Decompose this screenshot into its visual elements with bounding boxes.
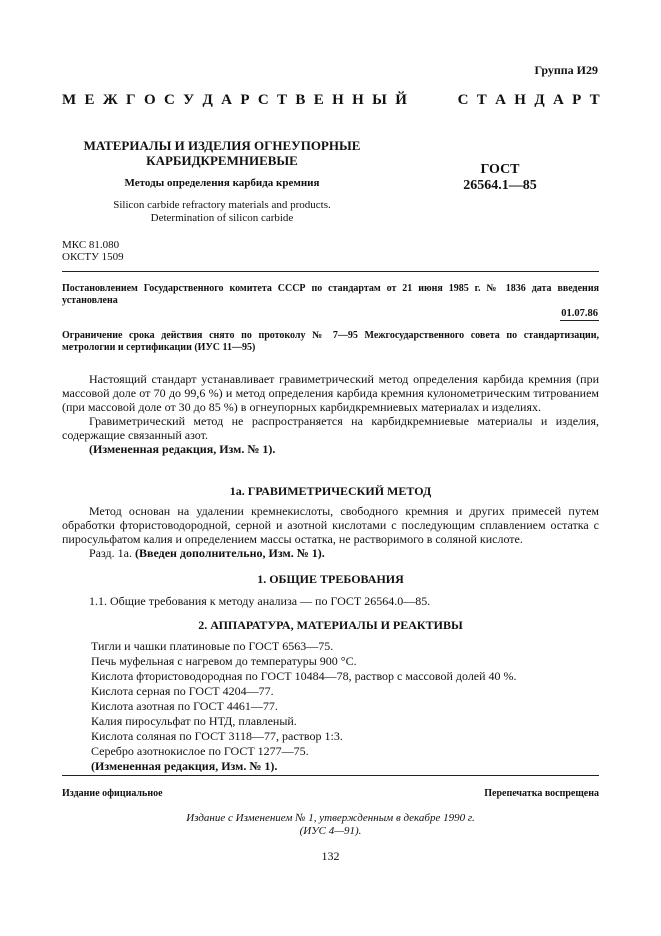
edition-note-line-2: (ИУС 4—91). [299, 825, 362, 837]
gost-number: 26564.1—85 [463, 178, 537, 193]
title-line-1: МАТЕРИАЛЫ И ИЗДЕЛИЯ ОГНЕУПОРНЫЕ [83, 138, 361, 153]
list-item: Кислота фтористоводородная по ГОСТ 10484—78, раствор с массовой долей 40 %. [91, 669, 517, 683]
title-line-2: КАРБИДКРЕМНИЕВЫЕ [146, 153, 298, 168]
document-subtitle: Методы определения карбида кремния [124, 177, 320, 189]
footer-divider [62, 775, 599, 776]
standard-type-header [62, 92, 602, 109]
gost-designation [430, 162, 570, 194]
introduction-date: 01.07.86 [561, 308, 598, 319]
intro-amendment: (Измененная редакция, Изм. № 1). [89, 442, 276, 456]
section-2-heading: 2. АППАРАТУРА, МАТЕРИАЛЫ И РЕАКТИВЫ [198, 618, 463, 632]
divider [62, 271, 599, 272]
okstu-code: ОКСТУ 1509 [62, 251, 124, 263]
footer-row [62, 788, 599, 799]
edition-note-line-1: Издание с Изменением № 1, утвержденным в декабре 1990 г. [186, 812, 475, 824]
list-item: Калия пиросульфат по НТД, плавленый. [91, 714, 297, 728]
section-1a-note-plain: Разд. 1а. [89, 546, 132, 560]
limitation-text: Ограничение срока действия снято по протоколу № 7—95 Межгосударственного совета по стандартизации, метрологии и сертификации (ИУС 11—95) [62, 330, 599, 353]
list-item: Кислота азотная по ГОСТ 4461—77. [91, 699, 278, 713]
date-underline [560, 320, 599, 321]
section-1a-paragraph: Метод основан на удалении кремнекислоты, свободного кремния и других примесей путем обработки фтористоводородной, серной и азотной кислотами с последующим сплавлением остатка с пиросульфатом калия и определением массы остатка, не растворимого в соляной кислоте. [62, 504, 599, 546]
section-1-heading: 1. ОБЩИЕ ТРЕБОВАНИЯ [257, 572, 404, 586]
section-1a-note-bold: (Введен дополнительно, Изм. № 1). [134, 546, 325, 560]
list-item: Серебро азотнокислое по ГОСТ 1277—75. [91, 744, 309, 758]
mks-code: МКС 81.080 [62, 239, 120, 251]
section-2-list [91, 639, 611, 774]
document-title-block [62, 138, 382, 225]
english-title-1: Silicon carbide refractory materials and products. [113, 199, 331, 211]
section-1a-note [62, 546, 599, 560]
english-title-2: Determination of silicon carbide [150, 212, 294, 224]
reprint-prohibited: Перепечатка воспрещена [484, 788, 599, 799]
section-2-amendment: (Измененная редакция, Изм. № 1). [91, 759, 278, 773]
group-code: Группа И29 [534, 63, 598, 77]
edition-note [62, 812, 599, 838]
standard-type-left: М Е Ж Г О С У Д А Р С Т В Е Н Н Ы Й [62, 92, 410, 108]
official-edition: Издание официальное [62, 788, 163, 799]
section-1-body [62, 594, 599, 608]
intro-section [62, 372, 599, 456]
list-item: Кислота соляная по ГОСТ 3118—77, раствор 1:3. [91, 729, 343, 743]
list-item: Тигли и чашки платиновые по ГОСТ 6563—75. [91, 639, 334, 653]
decree-text: Постановлением Государственного комитета СССР по стандартам от 21 июня 1985 г. № 1836 дата введения установлена [62, 283, 599, 306]
section-1a-heading: 1а. ГРАВИМЕТРИЧЕСКИЙ МЕТОД [229, 484, 432, 498]
section-1a-body [62, 504, 599, 560]
standard-type-right: С Т А Н Д А Р Т [457, 92, 602, 108]
list-item: Печь муфельная с нагревом до температуры 900 °С. [91, 654, 357, 668]
page-number: 132 [321, 849, 340, 863]
intro-paragraph-2: Гравиметрический метод не распространяется на карбидкремниевые материалы и изделия, содержащие связанный азот. [62, 414, 599, 442]
list-item: Кислота серная по ГОСТ 4204—77. [91, 684, 274, 698]
classification-codes [62, 239, 124, 263]
section-1-paragraph: 1.1. Общие требования к методу анализа — по ГОСТ 26564.0—85. [89, 594, 431, 608]
gost-label: ГОСТ [480, 162, 520, 177]
intro-paragraph-1: Настоящий стандарт устанавливает гравиметрический метод определения карбида кремния (при массовой доле от 70 до 99,6 %) и метод определения карбида кремния кулонометрическим титрованием (при массовой доле от 30 до 85 %) в огнеупорных карбидкремниевых материалах и изделиях. [62, 372, 599, 414]
